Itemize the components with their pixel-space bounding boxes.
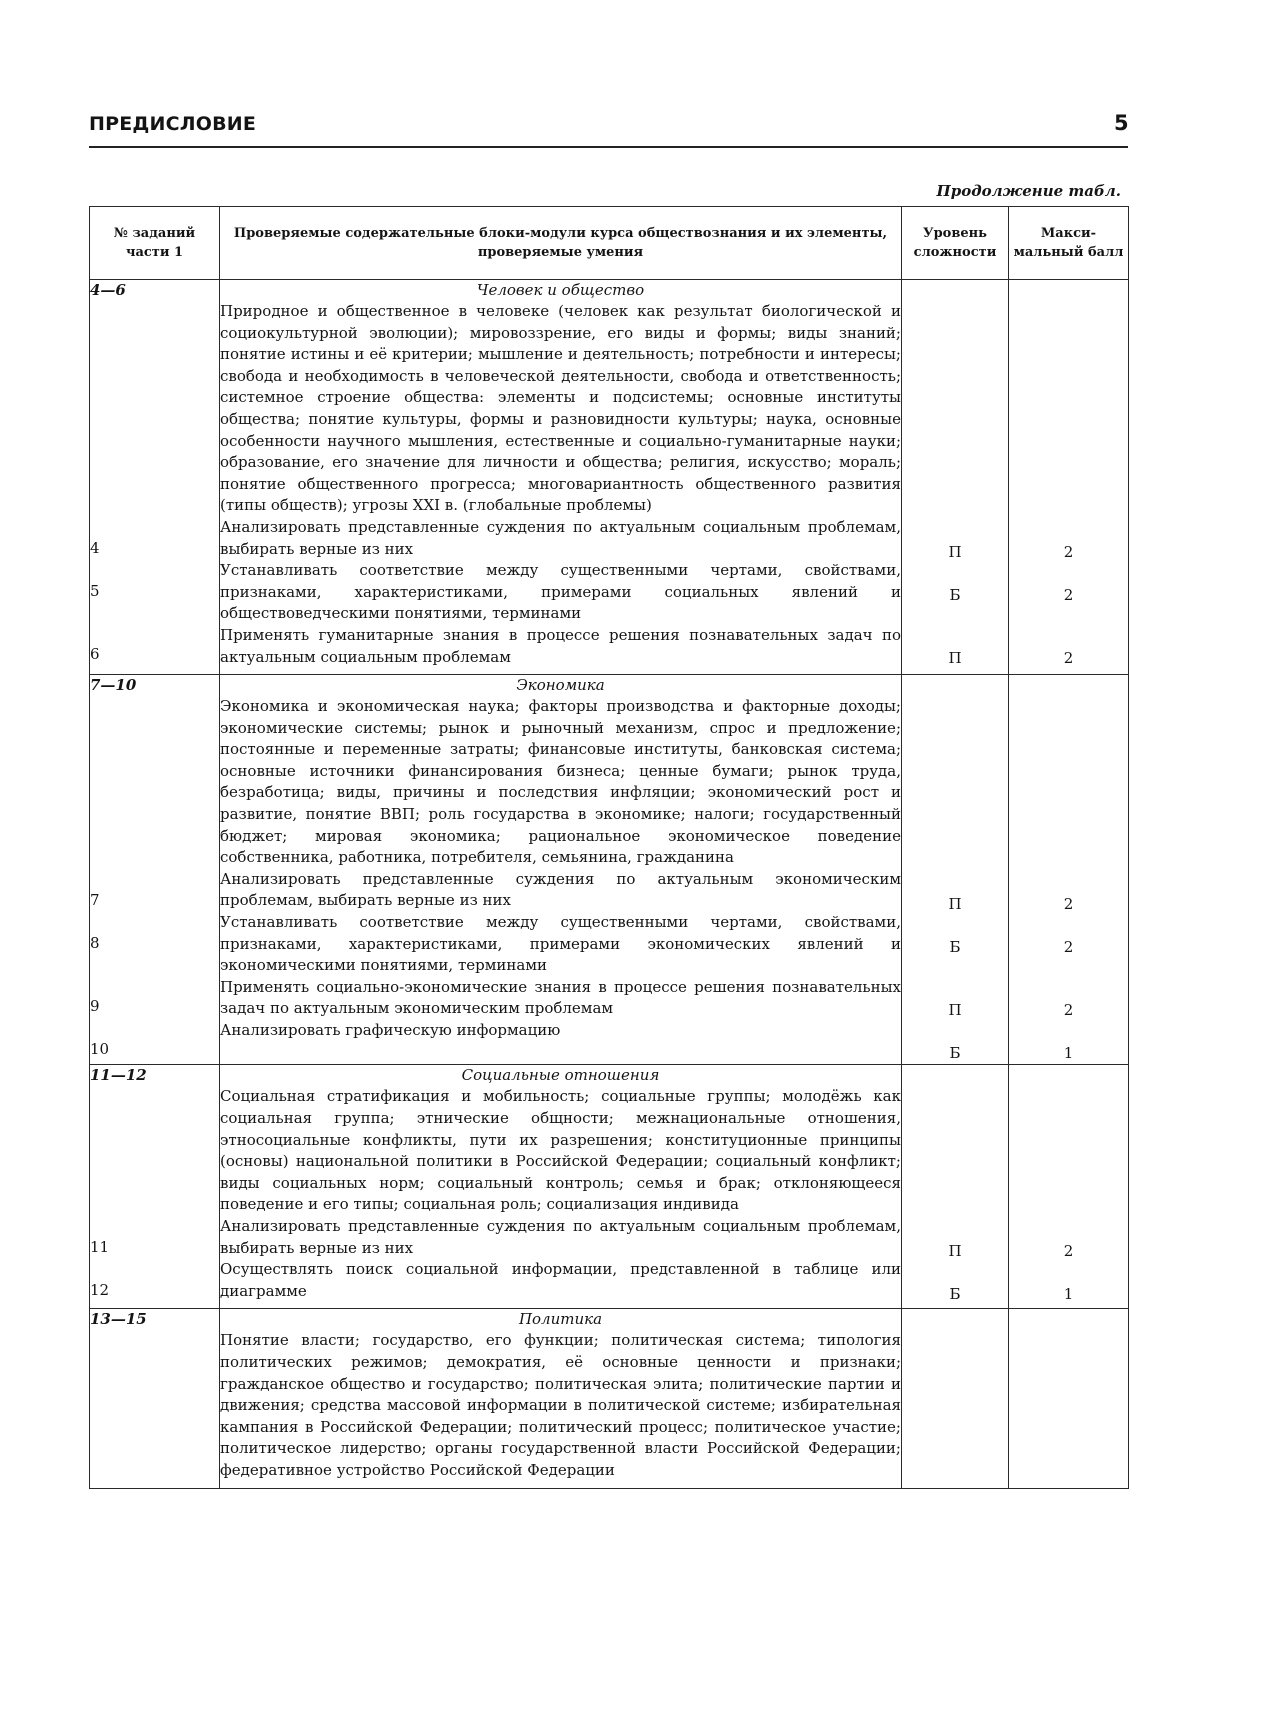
task-number: 7 bbox=[90, 891, 100, 910]
group-level-cell bbox=[902, 675, 1009, 1065]
task-level: Б bbox=[949, 937, 961, 956]
group-title: Политика bbox=[518, 1310, 603, 1329]
group-content-cell bbox=[220, 1309, 902, 1488]
group-level-cell bbox=[902, 280, 1009, 675]
column-header-max-score: Макси-мальный балл bbox=[1009, 207, 1129, 280]
task-score: 2 bbox=[1063, 585, 1074, 604]
task-level: Б bbox=[949, 585, 961, 604]
task-number: 9 bbox=[90, 997, 100, 1016]
table-group-row bbox=[90, 1065, 1129, 1309]
group-title: Экономика bbox=[516, 676, 605, 695]
task-number: 10 bbox=[90, 1039, 110, 1058]
task-number: 6 bbox=[90, 645, 100, 664]
group-description: Понятие власти; государство, его функции; политическая система; типология политических режимов; демократия, её основные ценности и признаки; гражданское общество и государство; политическая элита; политические партии и движения; средства массовой информации в политической системе; избирательная кампания в Российской Федерации; политический процесс; политическое участие; политическое лидерство; органы государственной власти Российской Федерации; федеративное устройство Российской Федерации bbox=[220, 1331, 901, 1479]
task-score: 2 bbox=[1063, 895, 1074, 914]
task-level: П bbox=[948, 1001, 962, 1020]
group-title: Человек и общество bbox=[476, 281, 645, 299]
task-number: 11 bbox=[90, 1238, 110, 1257]
task-description: Устанавливать соответствие между существенными чертами, свойствами, признаками, характеристиками, примерами экономических явлений и экономическими понятиями, терминами bbox=[220, 913, 901, 975]
task-level: П bbox=[948, 895, 962, 914]
table-group-row bbox=[90, 1309, 1129, 1488]
task-level: Б bbox=[949, 1285, 961, 1304]
table-group-row bbox=[90, 280, 1129, 675]
group-content-cell bbox=[220, 675, 902, 1065]
table-continued-label: Продолжение табл. bbox=[936, 182, 1121, 200]
group-description: Социальная стратификация и мобильность; социальные группы; молодёжь как социальная группа; этнические общности; межнациональные отношения, этносоциальные конфликты, пути их разрешения; конституционные принципы (основы) национальной политики в Российской Федерации; социальный конфликт; виды социальных норм; социальный контроль; семья и брак; отклоняющееся поведение и его типы; социальная роль; социализация индивида bbox=[220, 1087, 901, 1214]
group-score-cell bbox=[1009, 280, 1129, 675]
task-description: Анализировать графическую информацию bbox=[220, 1021, 561, 1039]
task-score: 2 bbox=[1063, 649, 1074, 668]
task-score: 1 bbox=[1063, 1043, 1074, 1062]
group-range: 11—12 bbox=[90, 1066, 147, 1085]
table-group-row bbox=[90, 675, 1129, 1065]
task-score: 2 bbox=[1063, 543, 1074, 561]
task-number: 12 bbox=[90, 1281, 110, 1300]
group-range: 7—10 bbox=[90, 676, 137, 695]
task-description: Анализировать представленные суждения по актуальным социальным проблемам, выбирать верные из них bbox=[220, 517, 901, 558]
task-score: 2 bbox=[1063, 1001, 1074, 1020]
group-score-cell bbox=[1009, 1065, 1129, 1309]
group-description: Природное и общественное в человеке (человек как результат биологической и социокультурной эволюции); мировоззрение, его виды и формы; виды знаний; понятие истины и её критерии; мышление и деятельность; потребности и интересы; свобода и необходимость в человеческой деятельности, свобода и ответственность; системное строение общества: элементы и подсистемы; основные институты общества; понятие культуры, формы и разновидности культуры; наука, основные особенности научного мышления, естественные и социально-гуманитарные науки; образование, его значение для личности и общества; религия, искусство; мораль; понятие общественного прогресса; многовариантность общественного развития (типы обществ); угрозы XXI в. (глобальные проблемы) bbox=[220, 302, 901, 515]
group-number-cell bbox=[90, 1065, 220, 1309]
group-level-cell bbox=[902, 1309, 1009, 1488]
task-level: П bbox=[948, 543, 962, 561]
content-table bbox=[89, 206, 1129, 1489]
task-score: 1 bbox=[1063, 1285, 1074, 1304]
task-level: П bbox=[948, 1242, 962, 1261]
group-range: 4—6 bbox=[90, 281, 126, 299]
task-number: 5 bbox=[90, 581, 100, 600]
header-rule bbox=[89, 146, 1128, 148]
task-description: Применять гуманитарные знания в процессе решения познавательных задач по актуальным социальным проблемам bbox=[220, 625, 901, 666]
task-description: Анализировать представленные суждения по актуальным социальным проблемам, выбирать верные из них bbox=[220, 1217, 901, 1257]
table-header-row bbox=[90, 207, 1129, 280]
column-header-content: Проверяемые содержательные блоки-модули курса обществознания и их элементы, проверяемые умения bbox=[220, 207, 902, 280]
task-score: 2 bbox=[1063, 937, 1074, 956]
group-level-cell bbox=[902, 1065, 1009, 1309]
group-number-cell bbox=[90, 675, 220, 1065]
running-header-title: ПРЕДИСЛОВИЕ bbox=[89, 113, 257, 135]
page-number: 5 bbox=[1114, 111, 1129, 135]
column-header-difficulty: Уровень сложности bbox=[902, 207, 1009, 280]
task-score: 2 bbox=[1063, 1242, 1074, 1261]
task-description: Устанавливать соответствие между существенными чертами, свойствами, признаками, характеристиками, примерами социальных явлений и обществоведческими понятиями, терминами bbox=[220, 561, 901, 623]
task-level: Б bbox=[949, 1043, 961, 1062]
group-range: 13—15 bbox=[90, 1310, 147, 1329]
task-description: Осуществлять поиск социальной информации, представленной в таблице или диаграмме bbox=[220, 1260, 901, 1300]
group-number-cell bbox=[90, 280, 220, 675]
task-level: П bbox=[948, 649, 962, 668]
group-number-cell bbox=[90, 1309, 220, 1488]
group-title: Социальные отношения bbox=[461, 1066, 660, 1085]
group-score-cell bbox=[1009, 1309, 1129, 1488]
group-score-cell bbox=[1009, 675, 1129, 1065]
task-description: Применять социально-экономические знания в процессе решения познавательных задач по актуальным экономическим проблемам bbox=[220, 977, 901, 1018]
task-number: 8 bbox=[90, 933, 100, 952]
task-description: Анализировать представленные суждения по актуальным экономическим проблемам, выбирать верные из них bbox=[220, 869, 901, 910]
group-description: Экономика и экономическая наука; факторы производства и факторные доходы; экономические системы; рынок и рыночный механизм, спрос и предложение; постоянные и переменные затраты; финансовые институты, банковская система; основные источники финансирования бизнеса; ценные бумаги; рынок труда, безработица; виды, причины и последствия инфляции; экономический рост и развитие, понятие ВВП; роль государства в экономике; налоги; государственный бюджет; мировая экономика; рациональное экономическое поведение собственника, работника, потребителя, семьянина, гражданина bbox=[220, 697, 901, 867]
column-header-task-number: № заданий части 1 bbox=[90, 207, 220, 280]
group-content-cell bbox=[220, 280, 902, 675]
task-number: 4 bbox=[90, 539, 100, 557]
group-content-cell bbox=[220, 1065, 902, 1309]
